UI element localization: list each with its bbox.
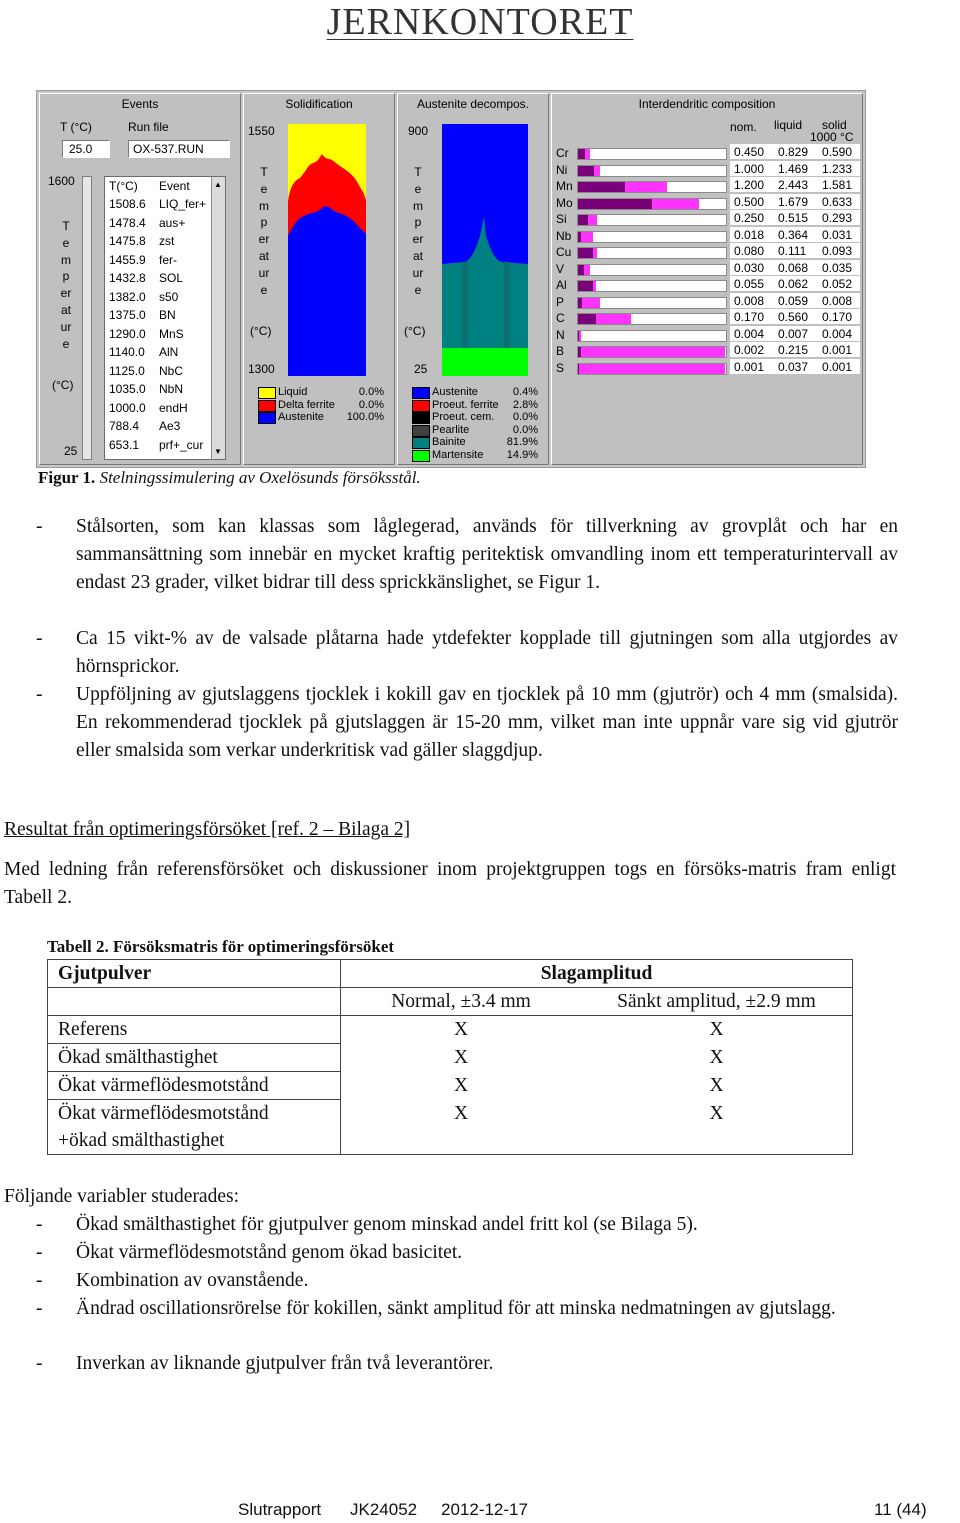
events-title: Events [121,97,159,111]
events-axis-unit: (°C) [52,378,74,392]
events-axis-top: 1600 [48,174,75,188]
composition-bar [577,330,727,342]
liquid-fill [578,364,725,374]
col-nom: nom. [730,120,757,134]
composition-title: Interdendritic composition [638,97,776,111]
composition-bar [577,181,727,193]
legend-entry: Proeut. ferrite 2.8% [412,399,538,412]
nominal-fill [578,281,593,291]
footer-id: JK24052 [350,1500,418,1519]
legend-swatch [412,437,430,449]
table-header-slagamplitud: Slagamplitud [341,960,853,988]
table-row: Ökat värmeflödesmotstånd X X [48,1072,853,1100]
nominal-fill [578,215,588,225]
austenite-pane [397,93,549,465]
legend-entry: Austenite 100.0% [258,411,384,424]
austenite-title: Austenite decompos. [416,97,530,111]
composition-bar [577,346,727,358]
composition-pane [551,93,863,465]
nominal-fill [578,182,625,192]
composition-bar [577,247,727,259]
nominal-fill [578,347,581,357]
page-header [0,0,960,44]
legend-swatch [412,387,430,399]
legend-swatch [412,400,430,412]
col-solid-temp: 1000 °C [810,130,854,144]
composition-bar [577,214,727,226]
events-scrollbar[interactable] [211,177,225,459]
section-heading: Resultat från optimeringsförsöket [ref. 2 – Bilaga 2] [4,819,411,840]
scroll-down-icon[interactable]: ▼ [214,447,222,456]
test-matrix-table [47,959,853,1155]
legend-entry: Austenite 0.4% [412,386,538,399]
solid-axis-top: 1550 [248,124,275,138]
solid-axis-unit: (°C) [250,324,272,338]
footer-date: 2012-12-17 [441,1500,528,1519]
variables-intro: Följande variabler studerades: [4,1186,239,1207]
temperature-input[interactable]: 25.0 [62,140,110,158]
composition-bar [577,148,727,160]
nominal-fill [578,149,585,159]
nominal-fill [578,331,579,341]
aus-axis-unit: (°C) [404,324,426,338]
composition-bar [577,165,727,177]
caption-label: Figur 1. [38,468,96,487]
run-file-input[interactable]: OX-537.RUN [128,140,230,158]
table-subheader-normal: Normal, ±3.4 mm [341,988,582,1016]
nominal-fill [578,364,579,374]
nominal-fill [578,166,594,176]
caption-text: Stelningssimulering av Oxelösunds försöksstål. [99,468,421,487]
footer-page: 11 (44) [874,1500,927,1519]
bullet-item: - Stålsorten, som kan klassas som låglegerad, används för tillverkning av grovplåt och har en sammansättning som innebär en mycket kraftig peritektisk omvandling inom ett temperaturintervall av endast 23 grader, vilket bidrar till dess sprickkänslighet, se Figur 1. [36,516,898,593]
footer-report: Slutrapport [238,1500,322,1519]
table-row: Ökat värmeflödesmotstånd +ökad smälthastighet X X [48,1100,853,1155]
legend-swatch [258,400,276,412]
org-title: JERNKONTORET [326,1,634,43]
scroll-up-icon[interactable]: ▲ [214,180,222,189]
aus-axis-bottom: 25 [414,362,428,376]
austenite-region [288,206,366,376]
table-row: Ökad smälthastighet X X [48,1044,853,1072]
legend-swatch [258,412,276,424]
composition-bar [577,280,727,292]
legend-entry: Liquid 0.0% [258,386,384,399]
nominal-fill [578,248,593,258]
composition-bar [577,231,727,243]
solidification-title: Solidification [285,97,353,111]
legend-entry: Pearlite 0.0% [412,424,538,437]
events-list[interactable]: T(°C) Event 1508.6 LIQ_fer+ 1478.4 aus+ 1475.8 zst 1455.9 fer- 1432.8 SOL 1382.0 s50 1375.0 BN 1290.0 MnS 1140.0 AlN 1125.0 NbC 1035.0 NbN 1000.0 endH 788.4 Ae3 653.1 prf+_cur ▲ ▼ [104,176,226,460]
solid-axis-title: Temperature [258,165,270,297]
col-liquid: liquid [774,118,803,132]
bullet-item: - Ändrad oscillationsrörelse för kokillen, sänkt amplitud för att minska nedmatningen av gjutslagg. [36,1298,836,1319]
simulation-figure [36,90,866,468]
solidification-plot [288,124,366,376]
martensite-region [442,348,528,376]
composition-bar [577,198,727,210]
table-header-gjutpulver: Gjutpulver [48,960,341,988]
composition-bar [577,264,727,276]
nominal-fill [578,314,596,324]
legend-entry: Martensite 14.9% [412,449,538,462]
bullet-item: - Ökad smälthastighet för gjutpulver genom minskad andel fritt kol (se Bilaga 5). [36,1214,698,1235]
legend-swatch [412,450,430,462]
bullet-item: - Ökat värmeflödesmotstånd genom ökad basicitet. [36,1242,463,1263]
t-label: T (°C) [60,120,92,134]
col-solid: solid [822,118,847,132]
table-caption: Tabell 2. Försöksmatris för optimeringsförsöket [47,937,395,956]
solidification-pane [243,93,395,465]
liquid-fill [578,347,725,357]
bullet-item: - Uppföljning av gjutslaggens tjocklek i kokill gav en tjocklek på 10 mm (gjutrör) och 4 mm (smalsida). En rekommenderad tjocklek på gjutslaggen är 15-20 mm, vilket man inte uppnår vare sig vid gjutrör eller smalsida som verkar underkritisk vad gäller slaggdjup. [36,684,898,761]
nominal-fill [578,265,584,275]
legend-swatch [412,425,430,437]
legend-entry: Delta ferrite 0.0% [258,399,384,412]
intro-paragraph: Med ledning från referensförsöket och diskussioner inom projektgruppen togs en försöks-matris fram enligt Tabell 2. [4,859,896,908]
events-axis-title: Temperature [60,219,72,351]
temperature-slider[interactable] [82,176,92,460]
table-row: Referens X X [48,1016,853,1044]
austenite-decomposition-plot [442,124,528,376]
legend-entry: Proeut. cem. 0.0% [412,411,538,424]
legend-swatch [258,387,276,399]
nominal-fill [578,199,652,209]
table-subheader-reduced: Sänkt amplitud, ±2.9 mm [581,988,853,1016]
events-pane [39,93,241,465]
nominal-fill [578,298,582,308]
legend-entry: Bainite 81.9% [412,436,538,449]
aus-axis-title: Temperature [412,165,424,297]
composition-bar [577,313,727,325]
composition-bar [577,363,727,375]
solid-axis-bottom: 1300 [248,362,275,376]
bullet-item: - Ca 15 vikt-% av de valsade plåtarna hade ytdefekter kopplade till gjutningen som alla utgjordes av hörnsprickor. [36,628,898,677]
run-file-label: Run file [128,120,169,134]
bullet-item: - Kombination av ovanstående. [36,1270,309,1291]
events-axis-bottom: 25 [64,444,78,458]
figure-caption [38,468,421,488]
aus-axis-top: 900 [408,124,429,138]
legend-swatch [412,412,430,424]
bullet-item: - Inverkan av liknande gjutpulver från två leverantörer. [36,1353,494,1374]
nominal-fill [578,232,581,242]
composition-bar [577,297,727,309]
composition-rows: Cr 0.450 0.829 0.590 Ni 1.000 1.469 1.233 Mn 1.200 2.443 1.581 Mo 0.500 1.679 0.633 Si 0.250 0.515 0.293 Nb 0.018 0.364 0.031 Cu 0.080 0.111 0.093 V 0.030 0.068 0.035 Al 0.055 0.062 0.052 P 0.008 0.059 0.008 C 0.170 0.560 0.170 N 0.004 0.007 0.004 B 0.002 0.215 0.001 S 0.001 0.037 0.001 [552,144,862,384]
